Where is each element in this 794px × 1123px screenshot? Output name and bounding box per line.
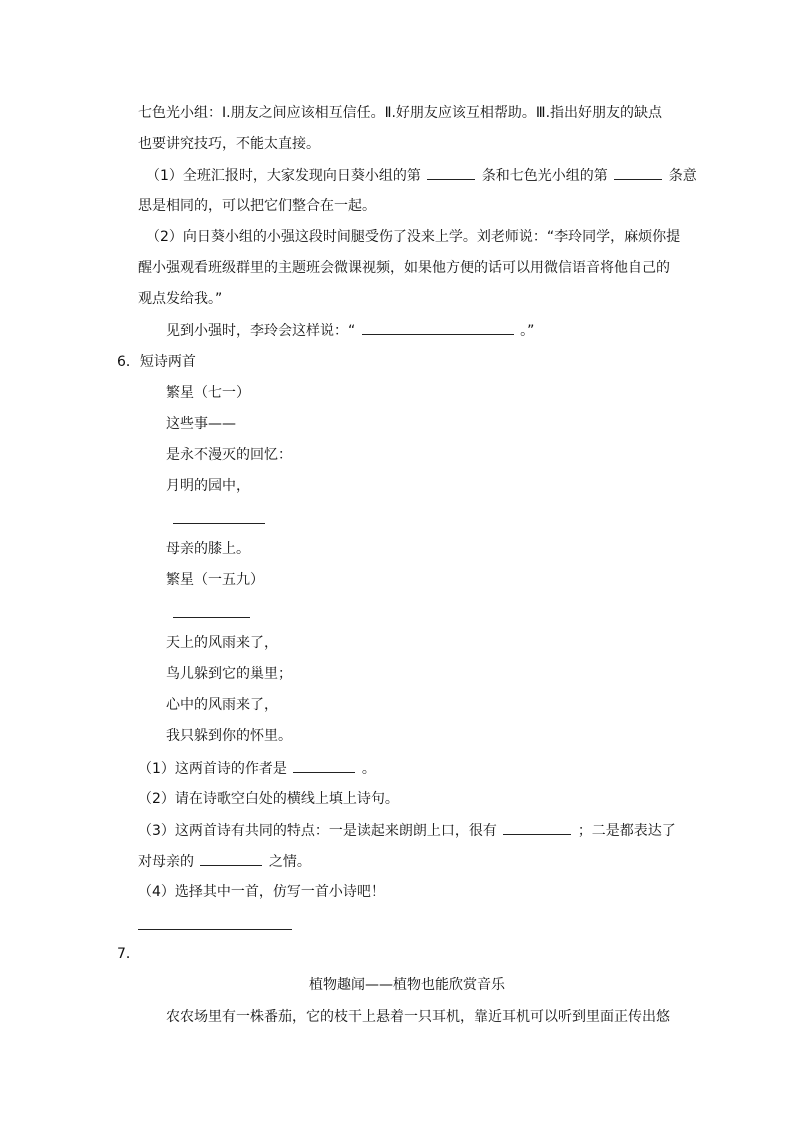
poem2-line4: 心中的风雨来了，: [166, 697, 278, 713]
question-7-heading: 7．: [117, 946, 140, 962]
group-seven-color-line2: 也要讲究技巧，不能太直接。: [138, 136, 320, 152]
question-6-3-text-b: ；二是都表达了: [577, 823, 676, 839]
question-5-1-text-a: （1）全班汇报时，大家发现向日葵小组的第: [146, 168, 421, 184]
question-6-1: [138, 758, 376, 779]
answer-prompt: 见到小强时，李玲会这样说：“: [166, 323, 356, 339]
question-6-heading: 6．短诗两首: [117, 354, 196, 370]
poem2-fill-blank[interactable]: [173, 617, 250, 618]
answer-blank[interactable]: [614, 165, 662, 180]
question-5-1-text-b: 条和七色光小组的第: [481, 168, 608, 184]
poem2-title: 繁星（一五九）: [166, 572, 264, 588]
article-paragraph-1: 农农场里有一株番茄，它的枝干上悬着一只耳机，靠近耳机可以听到里面正传出悠: [166, 1009, 670, 1025]
answer-blank[interactable]: [293, 758, 355, 773]
poem1-line5: 母亲的膝上。: [166, 541, 250, 557]
question-6-1-end: 。: [361, 761, 376, 777]
poem1-line1: 这些事——: [166, 416, 236, 432]
question-6-3-text-d: 之情。: [268, 854, 311, 870]
poem1-fill-blank[interactable]: [173, 523, 265, 524]
question-5-2-line1: （2）向日葵小组的小强这段时间腿受伤了没来上学。刘老师说：“李玲同学，麻烦你提: [146, 229, 681, 245]
answer-blank[interactable]: [362, 320, 514, 335]
question-5-1-text-c: 条意: [668, 168, 697, 184]
group-seven-color-line1: 七色光小组：Ⅰ.朋友之间应该相互信任。Ⅱ.好朋友应该互相帮助。Ⅲ.指出好朋友的缺点: [138, 105, 663, 121]
answer-close-quote: 。”: [520, 323, 535, 339]
question-5-2-answer-line: [166, 320, 534, 341]
question-6-3-text-a: （3）这两首诗有共同的特点：一是读起来朗朗上口，很有: [138, 823, 497, 839]
poem2-line2: 天上的风雨来了，: [166, 635, 278, 651]
question-5-2-line3: 观点发给我。”: [138, 291, 223, 307]
question-6-1-text: （1）这两首诗的作者是: [138, 761, 287, 777]
question-6-2: （2）请在诗歌空白处的横线上填上诗句。: [138, 791, 399, 807]
answer-blank[interactable]: [200, 851, 262, 866]
question-5-2-line2: 醒小强观看班级群里的主题班会微课视频，如果他方便的话可以用微信语音将他自己的: [138, 260, 670, 276]
answer-blank[interactable]: [427, 165, 475, 180]
poem2-line5: 我只躲到你的怀里。: [166, 728, 292, 744]
article-title: 植物趣闻——植物也能欣赏音乐: [309, 977, 505, 993]
poem2-line3: 鸟儿躲到它的巢里；: [166, 666, 292, 682]
poem1-title: 繁星（七一）: [166, 385, 250, 401]
question-5-1-line1: [146, 165, 697, 186]
poem1-line3: 月明的园中，: [166, 478, 250, 494]
poem1-line2: 是永不漫灭的回忆：: [166, 447, 292, 463]
answer-blank[interactable]: [503, 820, 571, 835]
question-6-3-line2: [138, 851, 311, 872]
question-6-4-answer-blank[interactable]: [138, 929, 292, 930]
question-5-1-line2: 思是相同的，可以把它们整合在一起。: [138, 198, 376, 214]
question-6-3-text-c: 对母亲的: [138, 854, 194, 870]
question-6-4: （4）选择其中一首，仿写一首小诗吧！: [138, 884, 385, 900]
question-6-3-line1: [138, 820, 676, 841]
